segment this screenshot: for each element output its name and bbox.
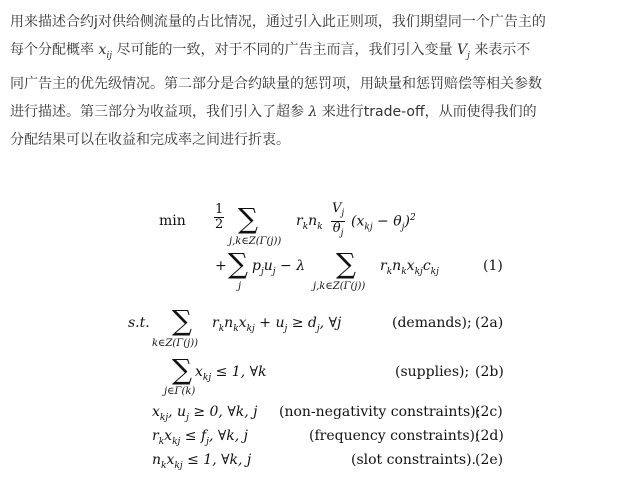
plus-sign: + xyxy=(215,258,227,274)
objective-term-2: $p_ju_j - \lambda$ xyxy=(252,258,306,277)
paragraph-line-2 xyxy=(10,36,610,70)
paragraph-line-4 xyxy=(10,98,610,126)
constraint-2e-desc: (slot constraints). xyxy=(351,452,476,468)
subject-to-label: s.t. xyxy=(128,315,150,331)
constraint-2e-body: $n_kx_{kj} \le 1$, ∀k, j xyxy=(152,452,252,471)
constraint-2c-desc: (non-negativity constraints); xyxy=(279,404,481,420)
objective-term-1-rest: $(x_{kj} - \theta_j)^2$ xyxy=(351,213,416,233)
var-v-j: $V_j$ xyxy=(456,42,470,61)
one-half-fraction: $\frac{1}{2}$ xyxy=(215,202,224,232)
paragraph-line-3: 同广告主的优先级情况。第二部分是合约缺量的惩罚项，用缺量和惩罚赔偿等相关参数 xyxy=(10,75,542,92)
paragraph-text: 尽可能的一致，对于不同的广告主而言，我们引入变量 xyxy=(116,42,453,58)
paragraph-line-1: 用来描述合约j对供给侧流量的占比情况，通过引入此正则项，我们期望同一个广告主的 xyxy=(10,14,546,30)
sum-symbol: ∑ xyxy=(172,304,192,337)
constraint-2d-body: $r_kx_{kj} \le f_j$, ∀k, j xyxy=(152,428,249,447)
sum-limit: k∈Z(Γ(j)) xyxy=(152,338,199,349)
sum-limit: j,k∈Z(Γ(j)) xyxy=(229,236,282,247)
sum-limit: j∈Γ(k) xyxy=(164,386,196,397)
paragraph-text: 每个分配概率 xyxy=(10,42,94,58)
equation-number: (2c) xyxy=(475,404,503,420)
var-lambda: λ xyxy=(308,103,318,120)
sum-limit: j xyxy=(238,281,242,292)
equation-number: (1) xyxy=(483,258,503,274)
v-over-theta-fraction: $\frac{V_j}{\theta_j}$ xyxy=(332,201,345,239)
paragraph-text: 来进行trade-off，从而使得我们的 xyxy=(321,103,537,120)
var-x-ij: $x_{ij}$ xyxy=(98,42,113,61)
constraint-2b-desc: (supplies); xyxy=(395,364,470,380)
paragraph-text: 来表示不 xyxy=(474,42,531,58)
constraint-2c-body: $x_{kj}$, $u_j \ge 0$, ∀k, j xyxy=(152,404,258,423)
constraint-2a-desc: (demands); xyxy=(392,315,472,331)
paragraph-line-5: 分配结果可以在收益和完成率之间进行折衷。 xyxy=(10,131,290,148)
equation-number: (2e) xyxy=(475,452,504,468)
body-paragraph xyxy=(10,8,610,154)
sum-symbol: ∑ xyxy=(228,247,248,280)
equation-number: (2a) xyxy=(475,315,504,331)
sum-symbol: ∑ xyxy=(336,247,356,280)
sum-symbol: ∑ xyxy=(238,202,258,235)
constraint-2a-body: $r_kn_kx_{kj} + u_j \ge d_j$, ∀j xyxy=(212,315,342,334)
equation-number: (2d) xyxy=(475,428,504,444)
constraint-2b-body: $x_{kj} \le 1$, ∀k xyxy=(195,364,267,383)
sum-limit: j,k∈Z(Γ(j)) xyxy=(313,281,366,292)
objective-term-1: $r_kn_k$ xyxy=(296,213,323,232)
objective-term-3: $r_kn_kx_{kj}c_{kj}$ xyxy=(380,258,439,277)
constraint-2d-desc: (frequency constraints); xyxy=(309,428,480,444)
sum-symbol: ∑ xyxy=(172,353,192,386)
min-label: min xyxy=(159,213,186,229)
paragraph-text: 进行描述。第三部分为收益项，我们引入了超参 xyxy=(10,103,304,120)
equation-number: (2b) xyxy=(475,364,504,380)
